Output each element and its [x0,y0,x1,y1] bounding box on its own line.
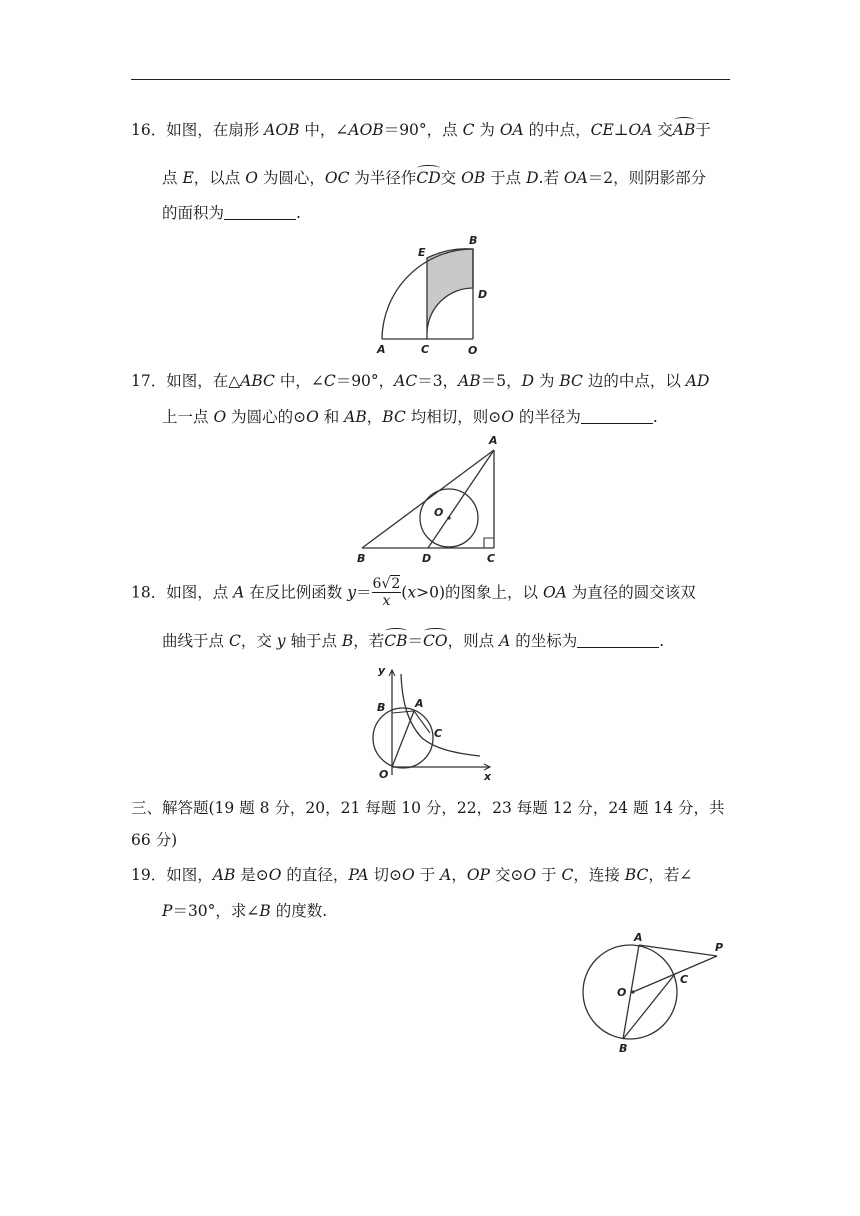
q19-line2: P＝30°，求∠B 的度数. [162,902,328,920]
label-b: B [357,552,366,565]
label-c: C [680,973,689,986]
label-o: O [468,344,478,357]
label-c: C [421,343,430,356]
q17-number: 17． [131,372,167,390]
label-b: B [377,701,386,714]
arc-co: CO [423,632,448,650]
q19-line1: 19．如图，AB 是⊙O 的直径，PA 切⊙O 于 A，OP 交⊙O 于 C，连接 BC，若∠ [131,866,693,884]
label-e: E [418,246,426,259]
arc-ab: AB [672,121,696,139]
label-y: y [378,664,386,677]
label-b: B [619,1042,628,1055]
q17-figure [354,430,504,570]
label-o: O [434,506,444,519]
label-p: P [715,941,724,954]
q18-line1: 18．如图，点 A 在反比例函数 y＝ $\frac{6√2}{x}$ (x>0)的图象上，以 OA 为直径的圆交该双 [131,576,696,609]
fraction-6-root2-over-x: $\frac{6√2}{x}$ [372,576,401,609]
label-x: x [484,770,492,783]
label-a: A [634,931,643,944]
section3-line2: 66 分) [131,831,178,849]
label-a: A [377,343,386,356]
q16-line1: 16．如图，在扇形 AOB 中，∠AOB＝90°，点 C 为 OA 的中点，CE⊥OA 交AB于 [131,121,711,139]
label-o: O [617,986,627,999]
q18-figure [362,660,502,785]
label-a: A [415,697,424,710]
label-c: C [434,727,443,740]
label-d: D [478,288,488,301]
q16-number: 16． [131,121,167,139]
q19-figure [575,928,735,1058]
answer-blank [577,632,659,648]
answer-blank [581,408,653,424]
q17-line1: 17．如图，在△ABC 中，∠C＝90°，AC＝3，AB＝5，D 为 BC 边的中点，以 AD [131,372,710,390]
shaded-region [427,249,473,334]
header-rule [131,79,730,80]
q18-line2: 曲线于点 C，交 y 轴于点 B，若CB＝CO，则点 A 的坐标为 . [162,632,665,650]
q17-line2: 上一点 O 为圆心的⊙O 和 AB，BC 均相切，则⊙O 的半径为 . [162,408,658,426]
label-b: B [469,234,478,247]
q18-number: 18． [131,583,167,602]
q16-line3: 的面积为 . [162,204,301,222]
answer-blank [224,204,296,220]
q16-line2: 点 E，以点 O 为圆心，OC 为半径作CD交 OB 于点 D.若 OA＝2，则阴影部分 [162,169,707,187]
q19-number: 19． [131,866,167,884]
label-d: D [422,552,432,565]
q16-figure [370,232,490,360]
section3-line1: 三、解答题(19 题 8 分，20，21 每题 10 分，22，23 每题 12 分，24 题 14 分，共 [131,799,725,817]
label-c: C [487,552,496,565]
arc-cb: CB [384,632,408,650]
arc-cd: CD [416,169,441,187]
label-o: O [379,768,389,781]
label-a: A [489,434,498,447]
